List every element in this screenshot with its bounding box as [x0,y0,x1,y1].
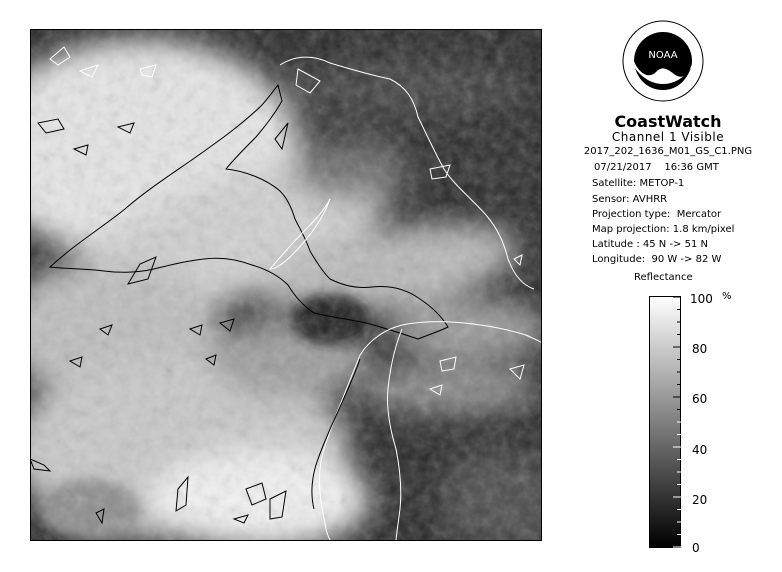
reflectance-colorbar [649,296,681,548]
colorbar-tick-80: 80 [692,342,708,356]
product-subtitle: Channel 1 Visible [611,130,725,144]
satellite-text: Satellite: METOP-1 [592,178,685,189]
file-name: 2017_202_1636_M01_GS_C1.PNG [583,146,753,157]
colorbar-tick-20: 20 [692,493,708,507]
product-title: CoastWatch [614,112,722,131]
latitude-text: Latitude : 45 N -> 51 N [592,239,708,250]
satellite-image [30,29,542,541]
projection-type-text: Projection type: Mercator [592,209,722,220]
map-projection-text: Map projection: 1.8 km/pixel [592,224,735,235]
sensor-text: Sensor: AVHRR [592,194,668,205]
colorbar-label: Reflectance [634,272,693,283]
colorbar-tick-100: 100 [690,292,713,306]
datetime-text: 07/21/2017 16:36 GMT [594,162,719,173]
longitude-text: Longitude: 90 W -> 82 W [592,254,722,265]
logo-text: NOAA [648,50,678,61]
colorbar-tick-40: 40 [692,443,708,457]
colorbar-tick-0: 0 [692,541,700,555]
colorbar-tick-60: 60 [692,392,708,406]
colorbar-unit: % [722,291,732,302]
noaa-logo [622,20,704,102]
